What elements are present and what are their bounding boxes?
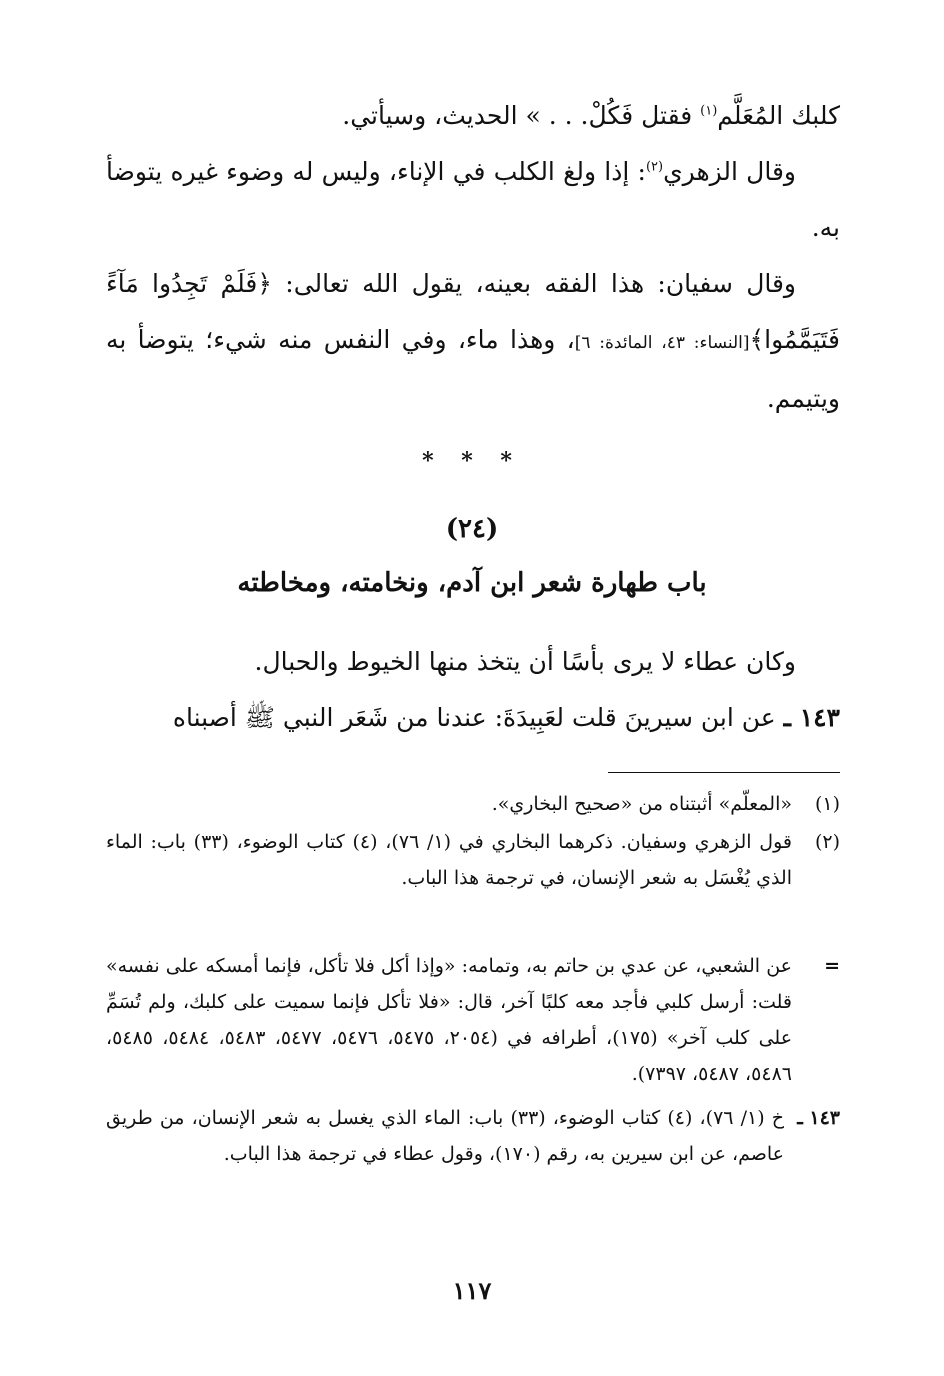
page-number: ١١٧ <box>452 1276 492 1305</box>
continued-notes <box>106 948 840 1172</box>
paragraph-3 <box>106 256 840 427</box>
footnote-text: قول الزهري وسفيان. ذكرهما البخاري في (١/ ٧٦)، (٤) كتاب الوضوء، (٣٣) باب: الماء الذي يُغْسَل به شعر الإنسان، في ترجمة هذا الباب. <box>106 831 793 889</box>
hadith-number: ١٤٣ ـ <box>783 703 840 732</box>
section-separator: * * * <box>422 448 522 474</box>
paragraph-5 <box>106 690 840 746</box>
footnote-number: (٢) <box>814 831 840 853</box>
para1-text-a: كلبك المُعَلَّم <box>717 101 840 130</box>
para5-text: عن ابن سيرينَ قلت لعَبِيدَةَ: عندنا من شَعَر النبي ﷺ أصبناه <box>172 703 784 732</box>
quran-reference: [النساء: ٤٣، المائدة: ٦] <box>574 333 750 353</box>
continuation-mark: = <box>824 955 840 977</box>
para2-text-a: وقال الزهري <box>663 157 796 186</box>
para3-text-a: وقال سفيان: هذا الفقه بعينه، يقول الله تعالى: ﴿فَلَمْ تَجِدُوا مَآءً فَتَيَمَّمُوا﴾ <box>106 269 840 354</box>
main-text-bottom <box>106 634 840 746</box>
paragraph-2 <box>106 144 840 256</box>
para1-text-b: فقتل فَكُلْ. . . » الحديث، وسيأتي. <box>342 101 701 130</box>
hadith-note-text: خ (١/ ٧٦)، (٤) كتاب الوضوء، (٣٣) باب: الماء الذي يغسل به شعر الإنسان، من طريق عاصم، عن ابن سيرين به، رقم (١٧٠)، وقول عطاء في ترجمة هذا الباب. <box>106 1107 785 1165</box>
para3-text-b: ، وهذا ماء، وفي النفس منه شيء؛ يتوضأ به ويتيمم. <box>106 325 840 413</box>
continuation-note <box>106 948 840 1092</box>
footnote-ref-2[interactable]: (٢) <box>645 159 664 175</box>
hadith-note <box>106 1100 840 1172</box>
chapter-number: (٢٤) <box>445 514 499 544</box>
footnote-divider <box>608 772 840 773</box>
hadith-note-number: ١٤٣ ـ <box>797 1107 840 1129</box>
continuation-text: عن الشعبي، عن عدي بن حاتم به، وتمامه: «وإذا أكل فلا تأكل، فإنما أمسكه على نفسه» قلت: أرسل كلبي فأجد معه كلبًا آخر، قال: «فلا تأكل فإنما سميت على كلبك، ولم تُسَمِّ على كلب آخر» (١٧٥)، أطرافه في (٢٠٥٤، ٥٤٧٥، ٥٤٧٦، ٥٤٧٧، ٥٤٨٣، ٥٤٨٤، ٥٤٨٥، ٥٤٨٦، ٥٤٨٧، ٧٣٩٧). <box>106 955 793 1085</box>
paragraph-4: وكان عطاء لا يرى بأسًا أن يتخذ منها الخيوط والحبال. <box>254 647 796 676</box>
footnotes <box>106 786 840 896</box>
main-text-top <box>106 88 840 427</box>
footnote-number: (١) <box>814 793 840 815</box>
footnote-text: «المعلّم» أثبتناه من «صحيح البخاري». <box>491 793 792 815</box>
para2-text-b: : إذا ولغ الكلب في الإناء، وليس له وضوء غيره يتوضأ به. <box>106 157 840 242</box>
footnote-1 <box>106 786 840 822</box>
footnote-2 <box>106 824 840 896</box>
chapter-title: باب طهارة شعر ابن آدم، ونخامته، ومخاطته <box>237 568 707 598</box>
paragraph-1 <box>106 88 840 144</box>
footnote-ref-1[interactable]: (١) <box>700 103 718 119</box>
